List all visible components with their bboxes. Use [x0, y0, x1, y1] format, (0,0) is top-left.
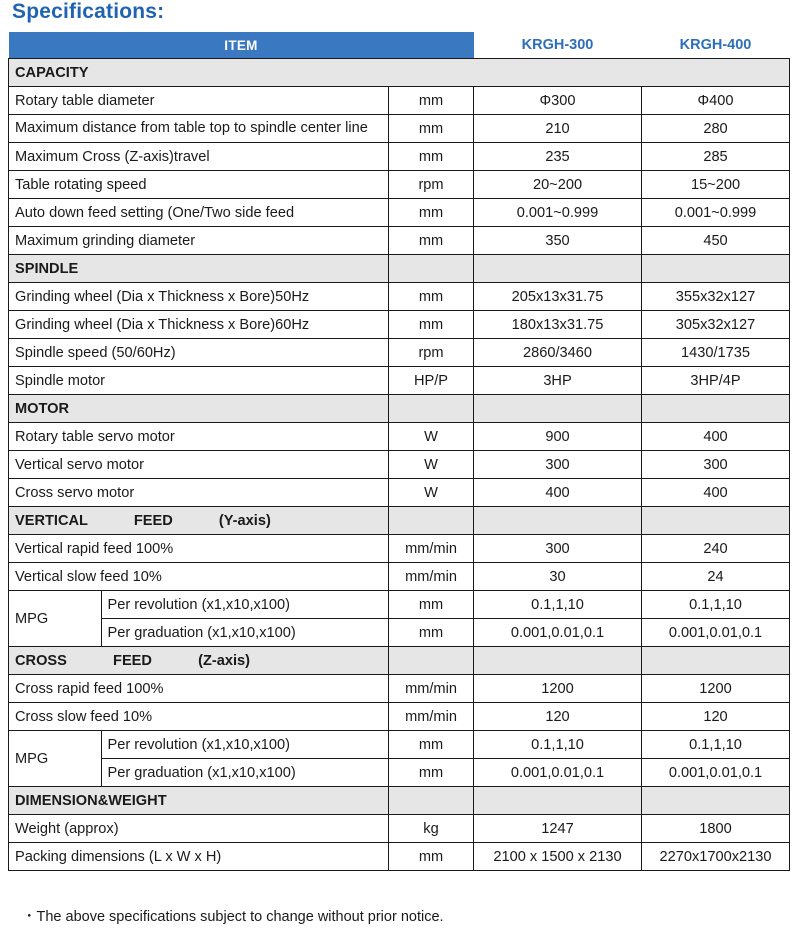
- spec-label: Maximum Cross (Z-axis)travel: [9, 143, 389, 171]
- spec-value-krgh-300: 400: [474, 479, 642, 507]
- table-row: [9, 843, 790, 871]
- section-filler: [389, 255, 474, 283]
- spec-value-krgh-300: 3HP: [474, 367, 642, 395]
- spec-value-krgh-300: 0.001,0.01,0.1: [510, 764, 605, 781]
- table-row: [9, 451, 790, 479]
- section-title-part: VERTICAL: [15, 512, 88, 529]
- spec-unit: rpm: [389, 339, 474, 367]
- table-row: [9, 703, 790, 731]
- spec-value-krgh-400: 0.001,0.01,0.1: [668, 764, 763, 781]
- spec-unit: mm: [418, 624, 444, 641]
- spec-value-krgh-400: 0.1,1,10: [642, 731, 789, 759]
- spec-value-krgh-300: 1200: [474, 675, 642, 703]
- spec-unit: mm: [389, 143, 474, 171]
- spec-value-krgh-400: 400: [642, 479, 790, 507]
- section-title-part: FEED: [113, 652, 152, 669]
- spec-label: Auto down feed setting (One/Two side feed: [9, 199, 389, 227]
- table-row: [9, 227, 790, 255]
- spec-unit: W: [389, 423, 474, 451]
- table-row: [9, 87, 790, 115]
- spec-value-krgh-400: 400: [642, 423, 790, 451]
- section-filler: [389, 395, 474, 423]
- spec-unit: mm: [389, 199, 474, 227]
- section-row-motor: [9, 395, 790, 423]
- mpg-sublabel: Per revolution (x1,x10,x100): [101, 731, 388, 759]
- spec-value-krgh-300: 205x13x31.75: [474, 283, 642, 311]
- spec-unit: mm: [389, 591, 473, 619]
- spec-label: Cross slow feed 10%: [9, 703, 389, 731]
- section-title-part: (Y-axis): [218, 512, 271, 529]
- model-krgh-300-header: KRGH-300: [474, 32, 642, 59]
- spec-value-krgh-400: 120: [642, 703, 790, 731]
- mpg-label: MPG: [9, 731, 101, 786]
- spec-label: Vertical rapid feed 100%: [9, 535, 389, 563]
- spec-label: Vertical servo motor: [9, 451, 389, 479]
- spec-label: Spindle speed (50/60Hz): [9, 339, 389, 367]
- spec-unit: mm: [389, 115, 474, 143]
- table-row: [9, 535, 790, 563]
- section-filler: [474, 647, 642, 675]
- section-row-spindle: [9, 255, 790, 283]
- spec-label: Rotary table servo motor: [9, 423, 389, 451]
- table-row: [9, 563, 790, 591]
- spec-value-krgh-400: 0.001,0.01,0.1: [668, 624, 763, 641]
- spec-value-krgh-300: 180x13x31.75: [474, 311, 642, 339]
- page-title: Specifications:: [12, 0, 165, 23]
- spec-unit: mm: [389, 283, 474, 311]
- spec-unit: HP/P: [389, 367, 474, 395]
- mpg-units: [389, 731, 474, 787]
- section-filler: [642, 395, 790, 423]
- item-column-header: ITEM: [9, 32, 474, 59]
- section-filler: [389, 647, 474, 675]
- spec-value-krgh-400: 450: [642, 227, 790, 255]
- table-row: [9, 675, 790, 703]
- specifications-table: [8, 32, 790, 871]
- spec-label: Maximum grinding diameter: [9, 227, 389, 255]
- mpg-sublabel: Per graduation (x1,x10,x100): [107, 624, 296, 641]
- table-row: [9, 115, 790, 143]
- spec-value-krgh-300: 0.001~0.999: [474, 199, 642, 227]
- spec-label: Spindle motor: [9, 367, 389, 395]
- spec-value-krgh-400: 1430/1735: [642, 339, 790, 367]
- spec-value-krgh-300: 120: [474, 703, 642, 731]
- spec-value-krgh-400: 1800: [642, 815, 790, 843]
- table-row: [9, 591, 790, 647]
- table-header-row: [9, 32, 790, 59]
- spec-label: Cross rapid feed 100%: [9, 675, 389, 703]
- spec-value-krgh-400: 240: [642, 535, 790, 563]
- section-title: SPINDLE: [9, 255, 389, 283]
- section-filler: [389, 787, 474, 815]
- disclaimer-note: ・The above specifications subject to change without prior notice.: [22, 909, 444, 925]
- mpg-sublabel: Per revolution (x1,x10,x100): [101, 591, 388, 619]
- spec-value-krgh-300: 300: [474, 535, 642, 563]
- section-filler: [642, 255, 790, 283]
- mpg-values-krgh-300: [474, 591, 642, 647]
- spec-value-krgh-400: 24: [642, 563, 790, 591]
- section-filler: [642, 507, 790, 535]
- spec-value-krgh-300: 0.1,1,10: [474, 591, 641, 619]
- mpg-units: [389, 591, 474, 647]
- mpg-values-krgh-400: [642, 731, 790, 787]
- table-row: [9, 423, 790, 451]
- spec-unit: mm: [389, 227, 474, 255]
- table-row: [9, 731, 790, 787]
- table-row: [9, 143, 790, 171]
- spec-label: Rotary table diameter: [9, 87, 389, 115]
- spec-value-krgh-400: 0.1,1,10: [642, 591, 789, 619]
- spec-value-krgh-400: 0.001~0.999: [642, 199, 790, 227]
- spec-value-krgh-300: 0.1,1,10: [474, 731, 641, 759]
- table-row: [9, 311, 790, 339]
- section-filler: [642, 647, 790, 675]
- spec-label: Packing dimensions (L x W x H): [9, 843, 389, 871]
- table-row: [9, 171, 790, 199]
- spec-value-krgh-300: 2860/3460: [474, 339, 642, 367]
- section-row-capacity: [9, 59, 790, 87]
- section-title: [9, 507, 389, 535]
- mpg-cell: [9, 591, 389, 647]
- section-title: DIMENSION&WEIGHT: [9, 787, 389, 815]
- section-filler: [474, 395, 642, 423]
- section-filler: [642, 787, 790, 815]
- spec-value-krgh-400: 2270x1700x2130: [642, 843, 790, 871]
- spec-unit: mm: [389, 87, 474, 115]
- spec-unit: mm/min: [389, 675, 474, 703]
- spec-value-krgh-300: 30: [474, 563, 642, 591]
- section-row-vertical-feed: [9, 507, 790, 535]
- spec-unit: mm: [418, 764, 444, 781]
- spec-value-krgh-400: 300: [642, 451, 790, 479]
- table-row: [9, 199, 790, 227]
- spec-value-krgh-300: 350: [474, 227, 642, 255]
- spec-unit: mm/min: [389, 535, 474, 563]
- section-row-cross-feed: [9, 647, 790, 675]
- spec-value-krgh-300: 2100 x 1500 x 2130: [474, 843, 642, 871]
- spec-unit: mm/min: [389, 563, 474, 591]
- spec-value-krgh-400: 15~200: [642, 171, 790, 199]
- mpg-sublabel: Per graduation (x1,x10,x100): [107, 764, 296, 781]
- spec-value-krgh-400: 285: [642, 143, 790, 171]
- section-row-dimension-weight: [9, 787, 790, 815]
- section-filler: [389, 507, 474, 535]
- spec-unit: mm/min: [389, 703, 474, 731]
- spec-value-krgh-300: 0.001,0.01,0.1: [510, 624, 605, 641]
- spec-value-krgh-400: 280: [642, 115, 790, 143]
- mpg-label: MPG: [9, 591, 101, 646]
- spec-unit: rpm: [389, 171, 474, 199]
- section-filler: [474, 507, 642, 535]
- model-krgh-400-header: KRGH-400: [642, 32, 790, 59]
- spec-unit: mm: [389, 731, 473, 759]
- table-row: [9, 479, 790, 507]
- mpg-cell: [9, 731, 389, 787]
- spec-unit: kg: [389, 815, 474, 843]
- section-title: [9, 647, 389, 675]
- spec-value-krgh-400: 1200: [642, 675, 790, 703]
- section-title: CAPACITY: [9, 59, 790, 87]
- table-row: [9, 815, 790, 843]
- spec-unit: W: [389, 451, 474, 479]
- section-filler: [474, 255, 642, 283]
- section-title-part: (Z-axis): [198, 652, 250, 669]
- spec-value-krgh-400: Φ400: [642, 87, 790, 115]
- spec-value-krgh-300: 1247: [474, 815, 642, 843]
- spec-value-krgh-300: 235: [474, 143, 642, 171]
- spec-label: Grinding wheel (Dia x Thickness x Bore)50Hz: [9, 283, 389, 311]
- spec-unit: mm: [389, 843, 474, 871]
- spec-label: Weight (approx): [9, 815, 389, 843]
- spec-value-krgh-400: 305x32x127: [642, 311, 790, 339]
- spec-unit: W: [389, 479, 474, 507]
- table-row: [9, 283, 790, 311]
- spec-unit: mm: [389, 311, 474, 339]
- section-title: MOTOR: [9, 395, 389, 423]
- section-title-part: CROSS: [15, 652, 67, 669]
- table-row: [9, 339, 790, 367]
- spec-label: Cross servo motor: [9, 479, 389, 507]
- spec-label: Grinding wheel (Dia x Thickness x Bore)60Hz: [9, 311, 389, 339]
- spec-value-krgh-300: 20~200: [474, 171, 642, 199]
- spec-value-krgh-400: 355x32x127: [642, 283, 790, 311]
- section-filler: [474, 787, 642, 815]
- spec-value-krgh-300: 900: [474, 423, 642, 451]
- spec-value-krgh-300: 300: [474, 451, 642, 479]
- mpg-values-krgh-400: [642, 591, 790, 647]
- table-row: [9, 367, 790, 395]
- spec-value-krgh-300: Φ300: [474, 87, 642, 115]
- spec-value-krgh-300: 210: [474, 115, 642, 143]
- spec-label: Maximum distance from table top to spindle center line: [9, 115, 389, 143]
- spec-label: Table rotating speed: [9, 171, 389, 199]
- spec-label: Vertical slow feed 10%: [9, 563, 389, 591]
- spec-value-krgh-400: 3HP/4P: [642, 367, 790, 395]
- mpg-values-krgh-300: [474, 731, 642, 787]
- section-title-part: FEED: [133, 512, 173, 529]
